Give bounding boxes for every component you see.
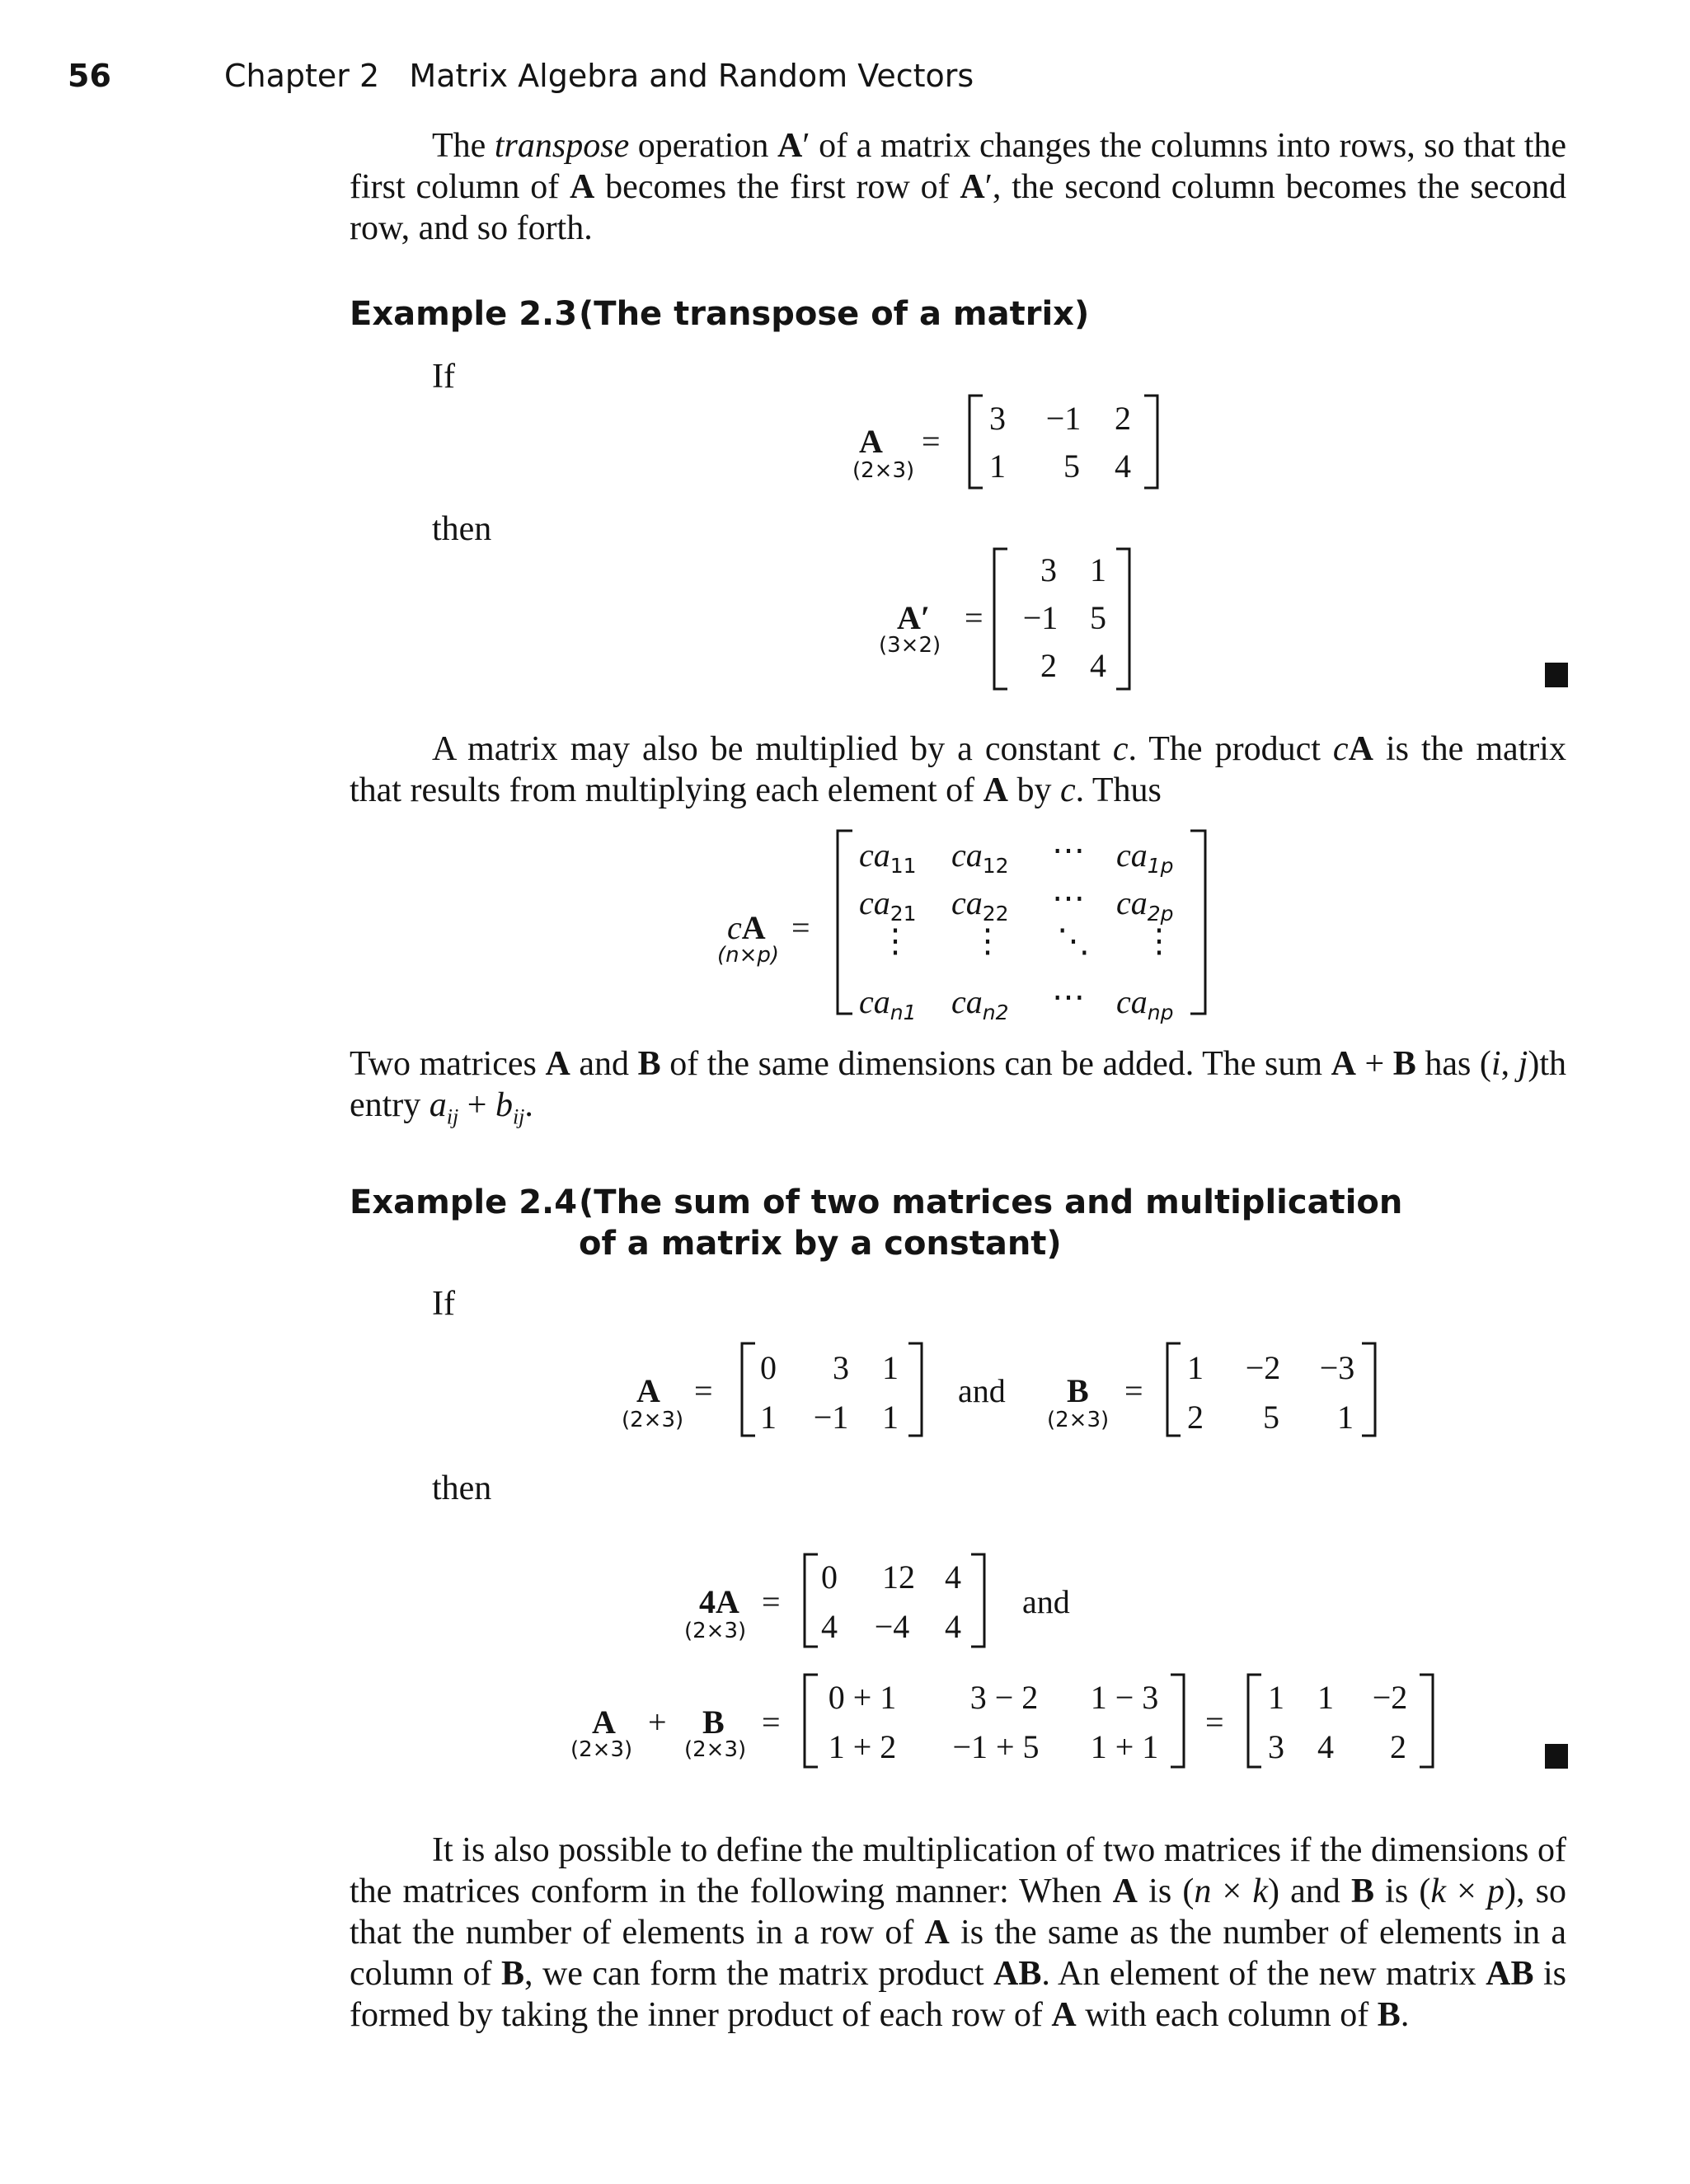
ex23-matrix-a-dim: (2×3) xyxy=(852,458,915,483)
equals-sign: = xyxy=(922,423,941,460)
equals-sign: = xyxy=(1205,1704,1224,1741)
matrix-cell: 2 xyxy=(1040,647,1057,684)
ex23-matrix-a-name: A xyxy=(859,423,883,460)
ex24-matrix-4a-name: 4A xyxy=(699,1583,739,1620)
paragraph-sum: Two matrices A and B of the same dimensions can be added. The sum A + B has (i, j)th entry $a_{ij} + b_{ij}$. xyxy=(350,1045,1566,1129)
chapter-title: Chapter 2 Matrix Algebra and Random Vectors xyxy=(224,58,974,94)
matrix-cell: 1 xyxy=(1337,1399,1354,1436)
example-2-4-title-line1: (The sum of two matrices and multiplication xyxy=(579,1183,1403,1221)
example-2-3-then: then xyxy=(432,510,492,548)
matrix-cell: 3 xyxy=(1268,1728,1284,1765)
paragraph-product: It is also possible to define the multiplication of two matrices if the dimensions of the matrices conform in the following manner: When A is (n × k) and B is (k × p), so that the number of elements in a row of A is the same as the number of elements in a column of B, we can form the matrix product AB. An element of the new matrix AB is formed by taking the inner product of each row of A with each column of B. xyxy=(350,1831,1567,2034)
matrix-cell: ⋮ xyxy=(879,922,912,959)
equals-sign: = xyxy=(762,1583,781,1620)
sum-lhs-plus: + xyxy=(648,1704,667,1741)
matrix-cell: 1 xyxy=(882,1399,899,1436)
matrix-cell: 0 xyxy=(760,1349,777,1386)
sum-lhs-dim-a: (2×3) xyxy=(570,1737,633,1762)
page-number: 56 xyxy=(68,58,111,94)
example-2-3-label: Example 2.3 xyxy=(350,295,578,333)
matrix-cell: −3 xyxy=(1319,1349,1355,1386)
ex24-matrix-4a-dim: (2×3) xyxy=(684,1619,747,1643)
matrix-cell: ⋯ xyxy=(1052,832,1085,869)
matrix-cell: $ca_{np}$ xyxy=(1116,983,1174,1024)
matrix-cell: 4 xyxy=(945,1558,961,1596)
matrix-cell: $ca_{12}$ xyxy=(951,837,1009,878)
matrix-cell: 2 xyxy=(1187,1399,1204,1436)
matrix-cell: 1 xyxy=(882,1349,899,1386)
matrix-cell: 5 xyxy=(1090,599,1106,636)
matrix-cell: 4 xyxy=(1115,448,1131,485)
matrix-cell: −4 xyxy=(874,1608,910,1645)
matrix-cell: ⋱ xyxy=(1057,922,1090,959)
ex23-matrix-at-name: A′ xyxy=(897,599,931,636)
matrix-cell: 1 xyxy=(760,1399,777,1436)
ex24-matrix-b-dim: (2×3) xyxy=(1047,1408,1110,1432)
matrix-cell: ⋮ xyxy=(971,922,1004,959)
right-bracket xyxy=(1187,829,1209,1015)
matrix-cell: −1 xyxy=(1045,400,1082,437)
ex24-matrix-b-name: B xyxy=(1067,1372,1089,1409)
end-of-example-mark xyxy=(1545,663,1568,687)
equals-sign: = xyxy=(791,909,810,946)
matrix-cell: 2 xyxy=(1115,400,1131,437)
example-2-3-if: If xyxy=(432,358,455,396)
matrix-cell: 4 xyxy=(1090,647,1106,684)
ex24-matrix-a-name: A xyxy=(636,1372,660,1409)
matrix-cell: −2 xyxy=(1372,1679,1408,1716)
matrix-cell: $ca_{1p}$ xyxy=(1116,837,1174,878)
ex24-matrix-a-dim: (2×3) xyxy=(622,1408,684,1432)
matrix-cell: 1 + 1 xyxy=(1090,1728,1159,1765)
equals-sign: = xyxy=(1124,1372,1143,1409)
example-2-3-title: (The transpose of a matrix) xyxy=(579,295,1090,333)
equals-sign: = xyxy=(965,599,983,636)
matrix-cell: $ca_{11}$ xyxy=(859,837,917,878)
matrix-cell: 1 + 2 xyxy=(828,1728,897,1765)
and-text: and xyxy=(958,1372,1006,1409)
equals-sign: = xyxy=(694,1372,713,1409)
sum-lhs-dim-b: (2×3) xyxy=(684,1737,747,1762)
matrix-cell: 1 xyxy=(1317,1679,1334,1716)
left-bracket xyxy=(834,829,856,1015)
matrix-cell: $ca_{n1}$ xyxy=(859,983,917,1024)
ex23-matrix-at-dim: (3×2) xyxy=(879,633,941,658)
and-text: and xyxy=(1022,1583,1070,1620)
matrix-cell: 0 + 1 xyxy=(828,1679,897,1716)
matrix-cell: −1 xyxy=(1022,599,1059,636)
matrix-cell: ⋯ xyxy=(1052,978,1085,1015)
matrix-cell: ⋯ xyxy=(1052,879,1085,916)
equals-sign: = xyxy=(762,1704,781,1741)
example-2-4-then: then xyxy=(432,1469,492,1507)
matrix-cell: 5 xyxy=(1063,448,1080,485)
matrix-cell: 4 xyxy=(1317,1728,1334,1765)
matrix-cell: 4 xyxy=(821,1608,838,1645)
matrix-cell: ⋮ xyxy=(1143,922,1176,959)
sum-lhs-a: A xyxy=(592,1704,616,1741)
matrix-cell: −1 + 5 xyxy=(952,1728,1040,1765)
matrix-cell: 12 xyxy=(882,1558,915,1596)
matrix-ca-dim: (n×p) xyxy=(717,943,780,968)
paragraph-transpose: The transpose operation A′ of a matrix changes the columns into rows, so that the first column of A becomes the first row of A′, the second column becomes the second row, and so forth. xyxy=(350,127,1567,247)
matrix-cell: $ca_{21}$ xyxy=(859,884,917,926)
matrix-cell: −1 xyxy=(813,1399,849,1436)
matrix-cell: 0 xyxy=(821,1558,838,1596)
matrix-cell: $ca_{n2}$ xyxy=(951,983,1009,1024)
matrix-cell: 1 xyxy=(1268,1679,1284,1716)
sum-lhs-b: B xyxy=(702,1704,725,1741)
matrix-cell: 1 − 3 xyxy=(1090,1679,1159,1716)
paragraph-constant: A matrix may also be multiplied by a constant c. The product cA is the matrix that results from multiplying each element of A by c. Thus xyxy=(350,730,1566,809)
matrix-cell: 3 xyxy=(989,400,1006,437)
example-2-4-title-line2: of a matrix by a constant) xyxy=(579,1225,1062,1263)
matrix-cell: $ca_{2p}$ xyxy=(1116,884,1174,926)
matrix-cell: 1 xyxy=(1187,1349,1204,1386)
matrix-cell: 1 xyxy=(1090,551,1106,588)
matrix-cell: 3 − 2 xyxy=(969,1679,1039,1716)
example-2-4-label: Example 2.4 xyxy=(350,1183,578,1221)
matrix-cell: 4 xyxy=(945,1608,961,1645)
end-of-example-mark xyxy=(1545,1744,1568,1769)
matrix-cell: 5 xyxy=(1263,1399,1279,1436)
example-2-4-if: If xyxy=(432,1285,455,1323)
matrix-cell: 1 xyxy=(989,448,1006,485)
matrix-ca-name: cA xyxy=(727,909,766,946)
matrix-cell: 2 xyxy=(1390,1728,1406,1765)
matrix-cell: 3 xyxy=(833,1349,849,1386)
matrix-cell: −2 xyxy=(1245,1349,1281,1386)
matrix-cell: 3 xyxy=(1040,551,1057,588)
matrix-cell: $ca_{22}$ xyxy=(951,884,1009,926)
